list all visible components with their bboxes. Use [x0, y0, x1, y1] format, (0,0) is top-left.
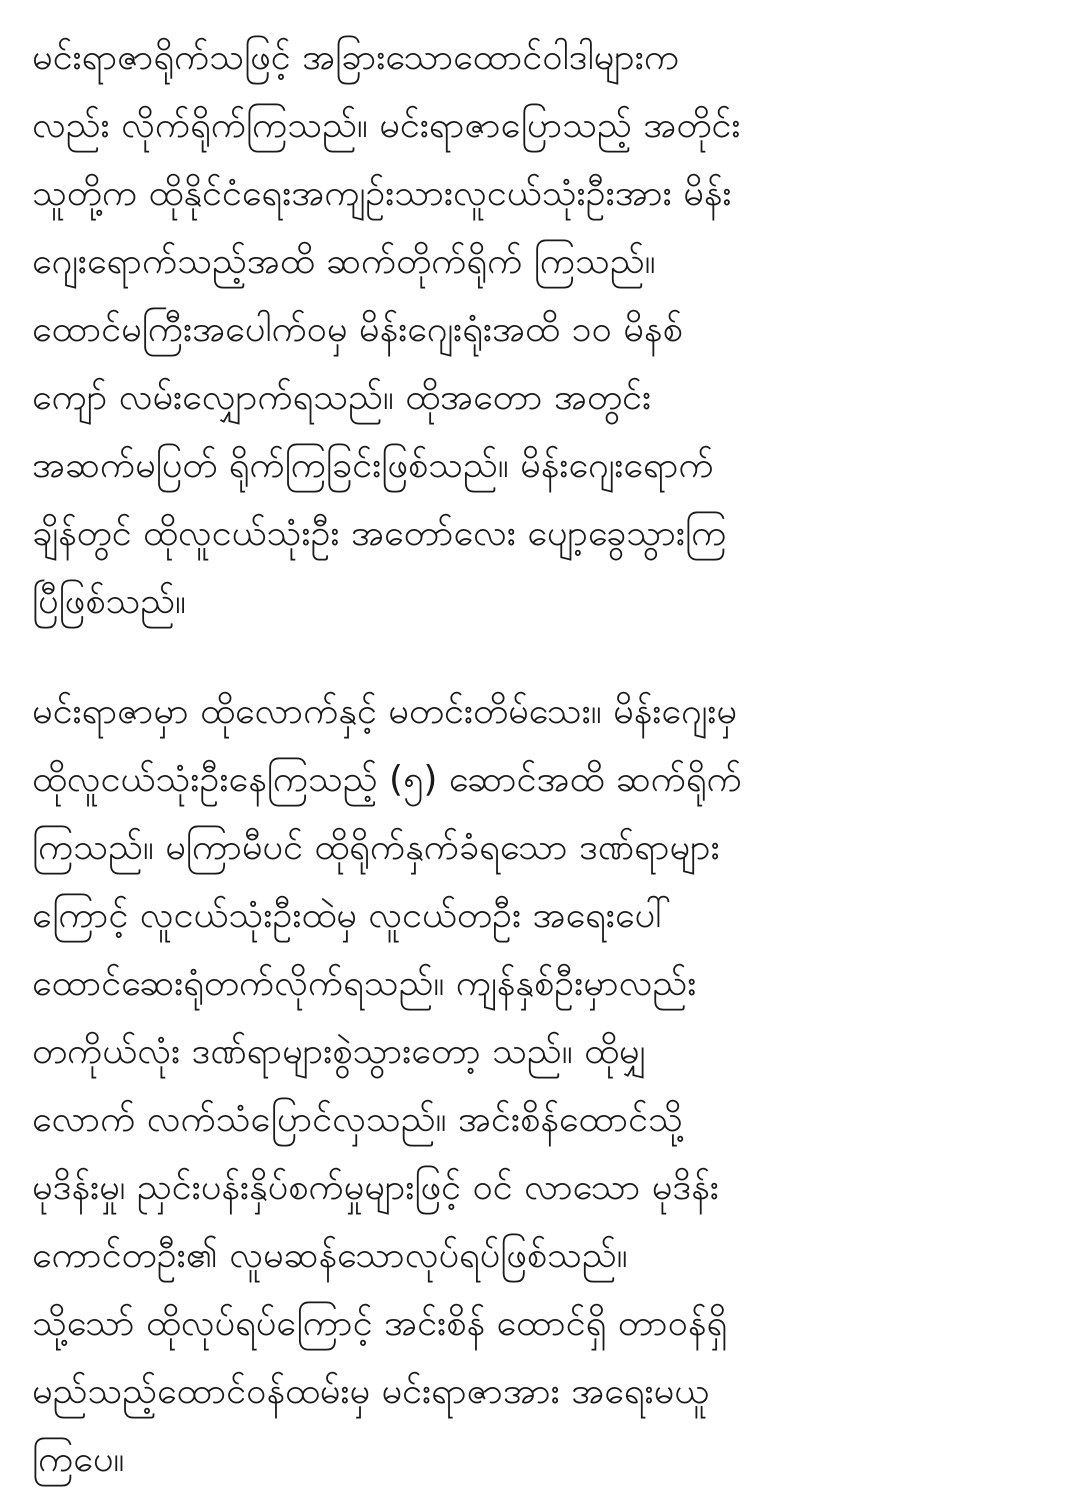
text-line: သူတို့က ထိုနိုင်ငံရေးအကျဉ်းသားလူငယ်သုံးဦးအား မိန်း	[32, 173, 732, 214]
text-line: ထောင်မကြီးအပေါက်ဝမှ မိန်းဂျေးရုံးအထိ ၁၀ မိနစ်	[32, 309, 683, 350]
text-line: မုဒိန်းမှု၊ ညှင်းပန်းနှိပ်စက်မှုများဖြင့် ဝင် လာသော မုဒိန်း	[32, 1167, 719, 1208]
text-line: လည်း လိုက်ရိုက်ကြသည်။ မင်းရာဇာပြောသည့် အတိုင်း	[32, 105, 741, 146]
text-line: ကြသည်။ မကြာမီပင် ထိုရိုက်နှက်ခံရသော ဒဏ်ရာများ	[32, 827, 720, 868]
text-line: ကြပေ။	[32, 1439, 125, 1480]
paragraph-1	[32, 24, 1052, 636]
text-line: ထိုလူငယ်သုံးဦးနေကြသည့် (၅) ဆောင်အထိ ဆက်ရိုက်	[32, 759, 742, 800]
text-line: ဂျေးရောက်သည့်အထိ ဆက်တိုက်ရိုက် ကြသည်။	[32, 241, 656, 282]
text-line: မည်သည့်ထောင်ဝန်ထမ်းမှ မင်းရာဇာအား အရေးမယူ	[32, 1371, 710, 1412]
text-line: ကျော် လမ်းလျှောက်ရသည်။ ထိုအတော အတွင်း	[32, 377, 652, 418]
paragraph-2	[32, 678, 1052, 1494]
text-line: ချိန်တွင် ထိုလူငယ်သုံးဦး အတော်လေး ပျော့ခွေသွားကြ	[32, 513, 727, 554]
text-line: မင်းရာဇာရိုက်သဖြင့် အခြားသောထောင်ဝါဒါများက	[32, 37, 680, 78]
text-line: တကိုယ်လုံး ဒဏ်ရာများစွဲသွားတော့ သည်။ ထိုမျှ	[32, 1031, 647, 1072]
text-line: ကောင်တဦး၏ လူမဆန်သောလုပ်ရပ်ဖြစ်သည်။	[32, 1235, 628, 1276]
text-line: အဆက်မပြတ် ရိုက်ကြခြင်းဖြစ်သည်။ မိန်းဂျေးရောက်	[32, 445, 714, 486]
text-line: ထောင်ဆေးရုံတက်လိုက်ရသည်။ ကျန်နှစ်ဦးမှာလည်း	[32, 963, 697, 1004]
text-line: သို့သော် ထိုလုပ်ရပ်ကြောင့် အင်းစိန် ထောင်ရှိ တာဝန်ရှိ	[32, 1303, 728, 1344]
text-line: မင်းရာဇာမှာ ထိုလောက်နှင့် မတင်းတိမ်သေး။ မိန်းဂျေးမှ	[32, 691, 737, 732]
text-line: ကြောင့် လူငယ်သုံးဦးထဲမှ လူငယ်တဦး အရေးပေါ်	[32, 895, 672, 936]
text-line: ပြီဖြစ်သည်။	[32, 581, 186, 622]
text-line: လောက် လက်သံပြောင်လှသည်။ အင်းစိန်ထောင်သို့	[32, 1099, 683, 1140]
